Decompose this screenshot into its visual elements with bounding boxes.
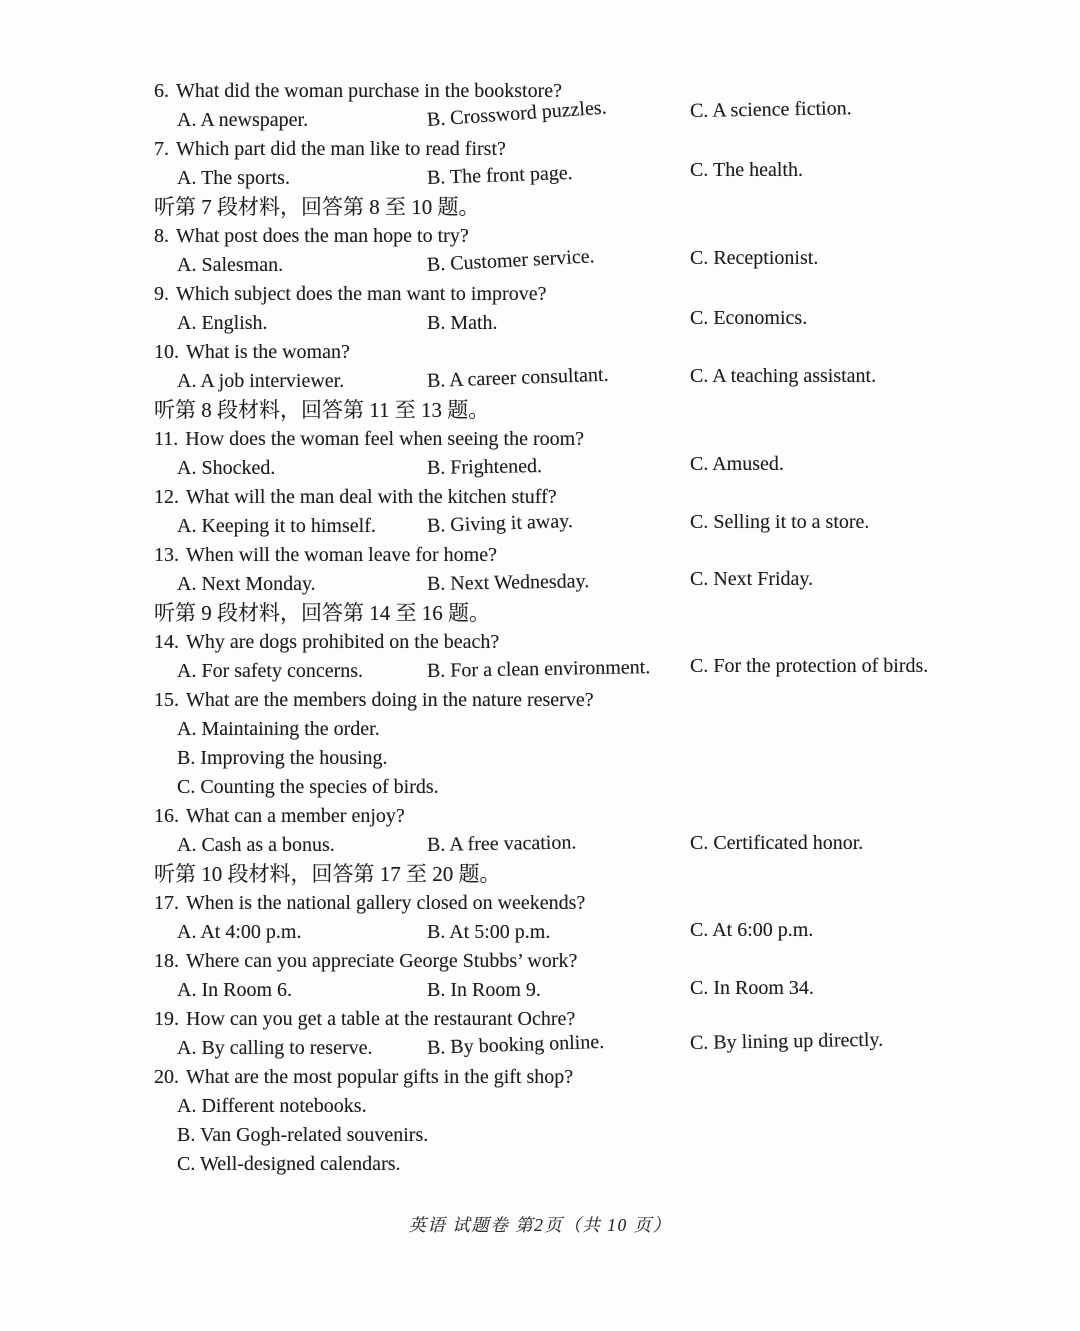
question-number: 20. [154, 1066, 179, 1088]
option-c: C. Certificated honor. [690, 832, 864, 854]
option-b: B. A career consultant. [426, 363, 609, 392]
options-row [0, 309, 1080, 338]
question-number: 19. [154, 1008, 179, 1030]
options-row [0, 96, 1080, 135]
option-c: C. Economics. [690, 307, 808, 329]
options-row [0, 509, 1080, 541]
option-a: A. For safety concerns. [177, 660, 364, 682]
option-a: A. Salesman. [177, 254, 284, 276]
options-row [0, 1028, 1080, 1063]
options-row [0, 976, 1080, 1005]
option-b: B. Customer service. [426, 245, 596, 276]
question-text: What are the most popular gifts in the gift shop? [186, 1066, 574, 1088]
option-c: C. Selling it to a store. [690, 511, 870, 533]
options-row [0, 363, 1080, 396]
question-text: Which subject does the man want to improve? [176, 283, 547, 305]
question-row [0, 425, 1080, 454]
question-row [0, 1063, 1080, 1092]
question-number: 8. [154, 225, 169, 247]
question-number: 10. [154, 341, 179, 363]
option-c: C. Counting the species of birds. [177, 776, 439, 798]
option-b: B. Van Gogh-related souvenirs. [177, 1124, 429, 1146]
option-c: C. A teaching assistant. [690, 365, 877, 387]
option-c: C. Receptionist. [690, 247, 819, 269]
question-text: What did the woman purchase in the bookstore? [176, 80, 562, 102]
exam-body [0, 77, 1080, 1179]
question-number: 9. [154, 283, 169, 305]
option-b: B. Next Wednesday. [426, 570, 590, 595]
option-c: C. At 6:00 p.m. [690, 919, 814, 941]
question-row [0, 686, 1080, 715]
option-a: A. At 4:00 p.m. [177, 921, 302, 943]
option-a: A. Shocked. [177, 457, 276, 479]
question-text: Where can you appreciate George Stubbs’ work? [186, 950, 578, 972]
option-c: C. Amused. [690, 453, 784, 475]
question-number: 17. [154, 892, 179, 914]
section-header: 听第 9 段材料，回答第 14 至 16 题。 [154, 601, 490, 625]
section-header: 听第 8 段材料，回答第 11 至 13 题。 [154, 398, 490, 422]
options-row [0, 570, 1080, 599]
question-text: When will the woman leave for home? [186, 544, 497, 566]
option-a: A. In Room 6. [177, 979, 292, 1001]
option-b: B. Giving it away. [426, 509, 574, 537]
option-c: C. By lining up directly. [689, 1028, 884, 1054]
option-a: A. Cash as a bonus. [177, 834, 335, 856]
question-number: 11. [154, 428, 179, 450]
page-footer: 英语 试题卷 第2页（共 10 页） [408, 1215, 672, 1235]
options-row [0, 245, 1080, 280]
question-text: Which part did the man like to read first? [176, 138, 506, 160]
options-row [0, 831, 1080, 860]
option-b: B. Frightened. [426, 454, 543, 479]
option-c: C. A science fiction. [689, 97, 852, 122]
option-c: C. For the protection of birds. [690, 655, 929, 677]
question-number: 15. [154, 689, 179, 711]
option-b: B. Improving the housing. [177, 747, 388, 769]
option-c: C. In Room 34. [690, 977, 814, 999]
option-b: B. For a clean environment. [426, 656, 651, 682]
option-c: C. Well-designed calendars. [177, 1153, 401, 1175]
section-header: 听第 10 段材料，回答第 17 至 20 题。 [154, 862, 501, 886]
question-number: 18. [154, 950, 179, 972]
question-number: 14. [154, 631, 179, 653]
option-a: A. A job interviewer. [177, 370, 345, 392]
option-b: B. In Room 9. [427, 979, 541, 1001]
question-number: 12. [154, 486, 179, 508]
question-text: What will the man deal with the kitchen stuff? [186, 486, 557, 508]
option-a: A. Next Monday. [177, 573, 316, 595]
question-number: 7. [154, 138, 169, 160]
options-row [0, 657, 1080, 686]
question-text: What post does the man hope to try? [176, 225, 469, 247]
question-text: What can a member enjoy? [186, 805, 405, 827]
option-b: B. At 5:00 p.m. [427, 921, 551, 943]
question-row [0, 802, 1080, 831]
question-text: What are the members doing in the nature reserve? [186, 689, 594, 711]
option-b: B. The front page. [426, 161, 573, 189]
option-a: A. The sports. [177, 167, 290, 189]
option-c: C. Next Friday. [690, 568, 814, 590]
question-row [0, 947, 1080, 976]
option-b: B. Math. [427, 312, 498, 334]
question-number: 16. [154, 805, 179, 827]
option-a: A. A newspaper. [177, 109, 309, 131]
question-text: When is the national gallery closed on weekends? [186, 892, 586, 914]
option-a: A. Keeping it to himself. [177, 515, 376, 537]
question-number: 6. [154, 80, 169, 102]
option-b: B. Crossword puzzles. [426, 96, 608, 131]
option-a: A. By calling to reserve. [177, 1037, 373, 1059]
option-c: C. The health. [690, 159, 803, 181]
options-row [0, 918, 1080, 947]
question-row [0, 280, 1080, 309]
section-header: 听第 7 段材料，回答第 8 至 10 题。 [154, 195, 480, 219]
option-a: A. English. [177, 312, 268, 334]
question-text: How can you get a table at the restaurant Ochre? [186, 1008, 576, 1030]
options-row [0, 454, 1080, 483]
question-row [0, 541, 1080, 570]
question-text: What is the woman? [186, 341, 350, 363]
option-a: A. Maintaining the order. [177, 718, 380, 740]
option-b: B. By booking online. [426, 1030, 605, 1059]
option-b: B. A free vacation. [426, 831, 577, 856]
options-row [0, 159, 1080, 193]
question-text: Why are dogs prohibited on the beach? [186, 631, 500, 653]
question-text: How does the woman feel when seeing the room? [185, 428, 585, 450]
question-row [0, 889, 1080, 918]
question-number: 13. [154, 544, 179, 566]
option-a: A. Different notebooks. [177, 1095, 367, 1117]
